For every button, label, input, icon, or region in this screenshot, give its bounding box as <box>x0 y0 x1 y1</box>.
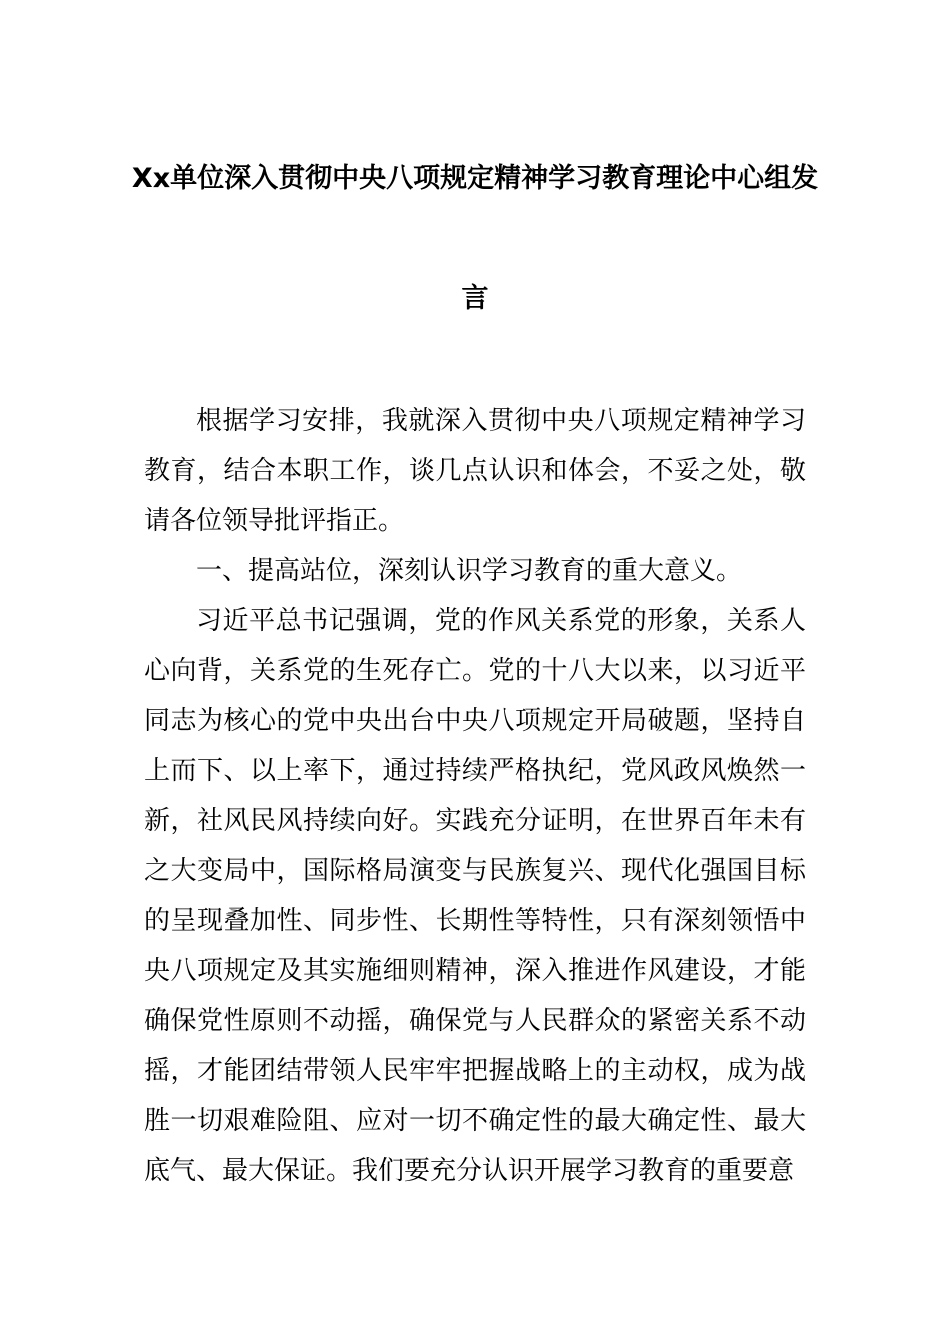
document-title-line-2: 言 <box>461 283 489 314</box>
paragraph-intro: 根据学习安排，我就深入贯彻中央八项规定精神学习教育，结合本职工作，谈几点认识和体会，不妥之处，敬请各位领导批评指正。 <box>144 406 806 536</box>
document-body <box>144 396 806 1196</box>
paragraph-section-heading-1: 一、提高站位，深刻认识学习教育的重大意义。 <box>196 556 743 586</box>
paragraph-section-1-body: 习近平总书记强调，党的作风关系党的形象，关系人心向背，关系党的生死存亡。党的十八大以来，以习近平同志为核心的党中央出台中央八项规定开局破题，坚持自上而下、以上率下，通过持续严格执纪，党风政风焕然一新，社风民风持续向好。实践充分证明，在世界百年未有之大变局中，国际格局演变与民族复兴、现代化强国目标的呈现叠加性、同步性、长期性等特性，只有深刻领悟中央八项规定及其实施细则精神，深入推进作风建设，才能确保党性原则不动摇，确保党与人民群众的紧密关系不动摇，才能团结带领人民牢牢把握战略上的主动权，成为战胜一切艰难险阻、应对一切不确定性的最大确定性、最大底气、最大保证。我们要充分认识开展学习教育的重要意 <box>144 606 806 1186</box>
document-title-line-1: Xx单位深入贯彻中央八项规定精神学习教育理论中心组发 <box>131 163 819 194</box>
